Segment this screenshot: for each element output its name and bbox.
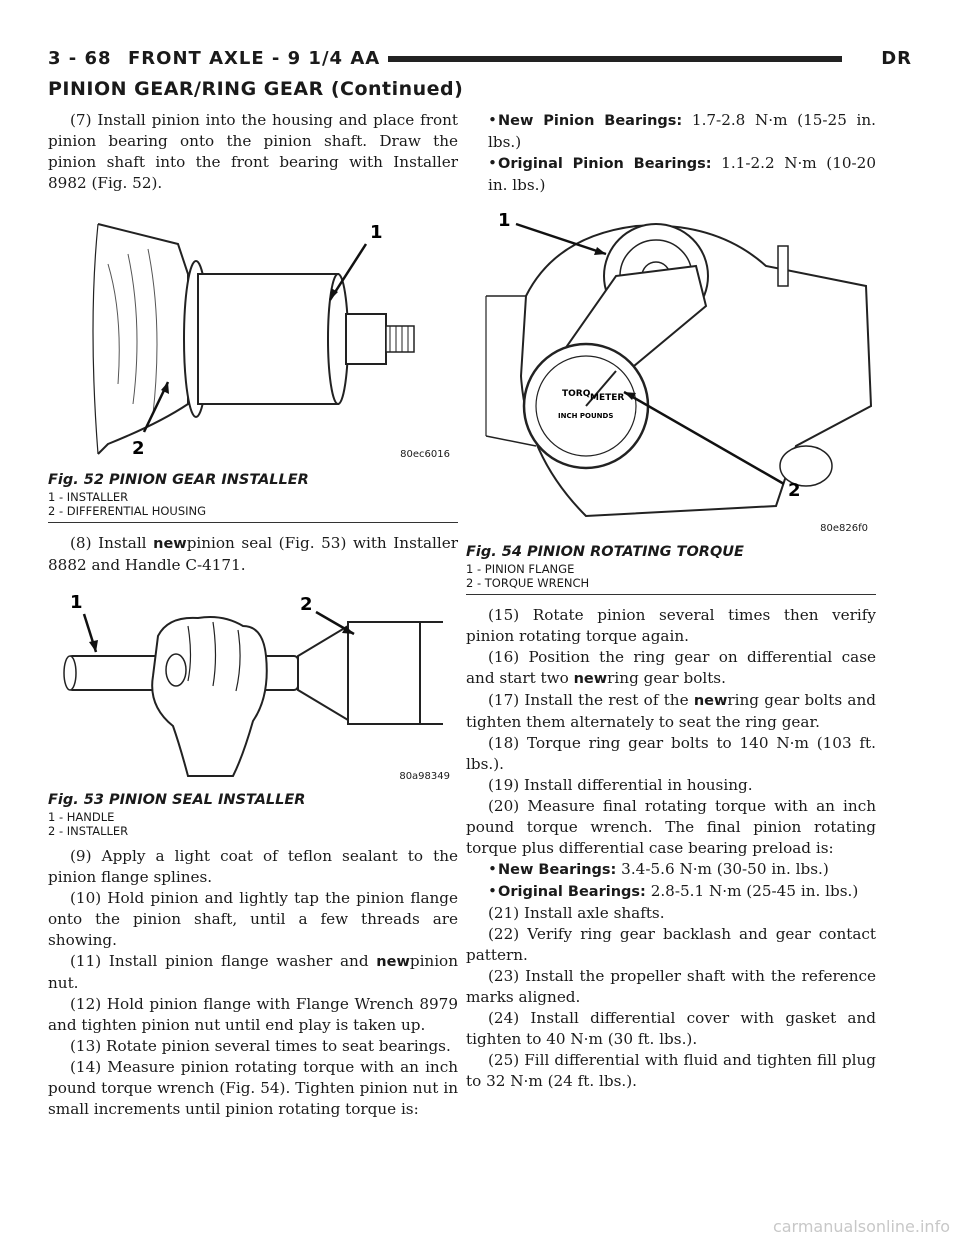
figure-52: [48, 204, 458, 466]
left-column: [48, 110, 458, 1120]
dial-label-inch-pounds: INCH POUNDS: [558, 412, 614, 420]
fig52-legend-1: 1 - INSTALLER: [48, 490, 129, 504]
pinion-rotating-torque-illustration: [466, 206, 876, 538]
dial-label-meter: METER: [590, 393, 625, 403]
fig52-callout-1: 1: [370, 222, 383, 243]
step-15: (15) Rotate pinion several times then verify pinion rotating torque again.: [466, 606, 876, 645]
fig54-code: 80e826f0: [820, 523, 868, 534]
fig54-callout-1: 1: [498, 210, 511, 231]
fig54-legend-1: 1 - PINION FLANGE: [466, 562, 575, 576]
step-22: (22) Verify ring gear backlash and gear contact pattern.: [466, 925, 876, 964]
step-16: (16) Position the ring gear on differential case and start two newring gear bolts.: [466, 648, 876, 687]
fig54-callout-2: 2: [788, 480, 801, 501]
fig53-code: 80a98349: [399, 771, 450, 782]
header-rule: [388, 56, 842, 62]
step-11: (11) Install pinion flange washer and newpinion nut.: [48, 952, 458, 992]
right-column: [466, 110, 876, 1092]
chapter-title: FRONT AXLE - 9 1/4 AA: [128, 48, 381, 69]
fig53-legend-1: 1 - HANDLE: [48, 810, 115, 824]
fig54-caption: Fig. 54 PINION ROTATING TORQUE: [466, 544, 744, 560]
fig53-callout-1: 1: [70, 592, 83, 613]
model-code: DR: [881, 48, 912, 69]
step-19: (19) Install differential in housing.: [488, 776, 753, 794]
fig54-rule: [466, 594, 876, 595]
step-21: (21) Install axle shafts.: [488, 904, 665, 922]
fig53-caption: Fig. 53 PINION SEAL INSTALLER: [48, 792, 306, 808]
step-20: (20) Measure final rotating torque with an inch pound torque wrench. The final pinion rotating torque plus differential case bearing preload is:: [466, 797, 876, 857]
step-24: (24) Install differential cover with gasket and tighten to 40 N·m (30 ft. lbs.).: [466, 1009, 876, 1048]
fig53-legend-2: 2 - INSTALLER: [48, 824, 129, 838]
step-8: (8) Install newpinion seal (Fig. 53) with Installer 8882 and Handle C-4171.: [48, 534, 458, 574]
fig52-code: 80ec6016: [400, 449, 450, 460]
step-10: (10) Hold pinion and lightly tap the pinion flange onto the pinion shaft, until a few threads are showing.: [48, 889, 458, 949]
fig52-callout-2: 2: [132, 438, 145, 459]
fig53-callout-2: 2: [300, 594, 313, 615]
step-18: (18) Torque ring gear bolts to 140 N·m (103 ft. lbs.).: [466, 734, 876, 773]
dial-label-torq: TORQ: [562, 389, 591, 399]
page-header: [48, 44, 912, 74]
step-7: (7) Install pinion into the housing and place front pinion bearing onto the pinion shaft. Draw the pinion shaft into the front bearing with Installer 8982 (Fig. 52).: [48, 111, 458, 192]
step-23: (23) Install the propeller shaft with the reference marks aligned.: [466, 967, 876, 1006]
pinion-gear-installer-illustration: [48, 204, 458, 466]
section-title: PINION GEAR/RING GEAR (Continued): [48, 78, 464, 100]
spec-new-pinion-bearings: •New Pinion Bearings: 1.7-2.8 N·m (15-25 in. lbs.): [488, 111, 877, 151]
figure-53: [48, 586, 458, 786]
step-14: (14) Measure pinion rotating torque with an inch pound torque wrench (Fig. 54). Tighten pinion nut in small increments until pinion rotating torque is:: [48, 1058, 458, 1118]
spec-original-bearings: •Original Bearings: 2.8-5.1 N·m (25-45 in. lbs.): [488, 882, 859, 900]
step-13: (13) Rotate pinion several times to seat bearings.: [70, 1037, 451, 1055]
watermark: carmanualsonline.info: [772, 1217, 950, 1236]
figure-54: [466, 206, 876, 538]
spec-original-pinion-bearings: •Original Pinion Bearings: 1.1-2.2 N·m (10-20 in. lbs.): [488, 154, 876, 194]
step-9: (9) Apply a light coat of teflon sealant to the pinion flange splines.: [48, 847, 458, 886]
step-25: (25) Fill differential with fluid and tighten fill plug to 32 N·m (24 ft. lbs.).: [466, 1051, 876, 1090]
page-number: 3 - 68: [48, 48, 112, 69]
pinion-seal-installer-illustration: [48, 586, 458, 786]
fig54-legend-2: 2 - TORQUE WRENCH: [466, 576, 590, 590]
step-12: (12) Hold pinion flange with Flange Wrench 8979 and tighten pinion nut until end play is taken up.: [48, 995, 458, 1034]
fig52-rule: [48, 522, 458, 523]
step-17: (17) Install the rest of the newring gear bolts and tighten them alternately to seat the ring gear.: [466, 691, 876, 731]
spec-new-bearings: •New Bearings: 3.4-5.6 N·m (30-50 in. lbs.): [488, 860, 829, 878]
fig52-caption: Fig. 52 PINION GEAR INSTALLER: [48, 472, 309, 488]
fig52-legend-2: 2 - DIFFERENTIAL HOUSING: [48, 504, 207, 518]
